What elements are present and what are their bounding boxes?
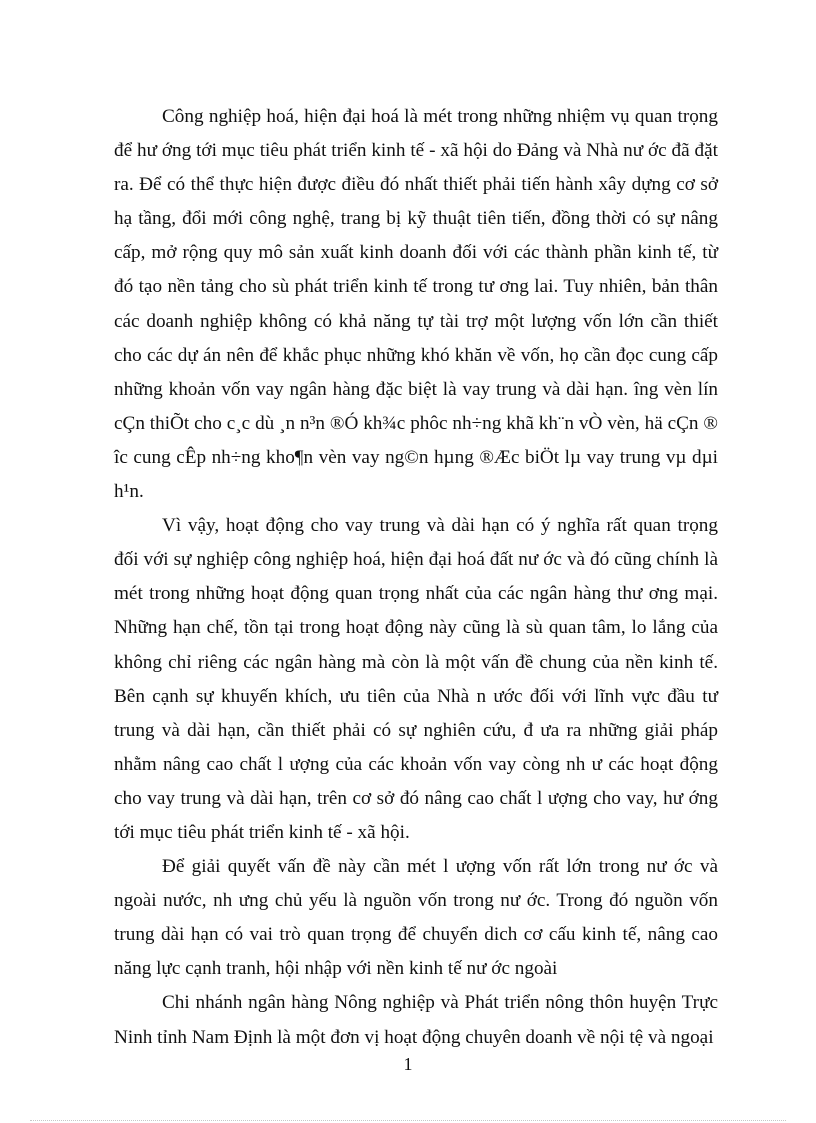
page-number: 1 <box>403 1054 413 1074</box>
page-bottom-divider <box>30 1120 786 1121</box>
paragraph-4: Chi nhánh ngân hàng Nông nghiệp và Phát triển nông thôn huyện Trực Ninh tỉnh Nam Định là một đơn vị hoạt động chuyên doanh về nội tệ và ngoại <box>114 992 718 1048</box>
paragraph-3: Để giải quyết vấn đề này cần mét l ượng vốn rất lớn trong nư ớc và ngoài nước, nh ưng chủ yếu là nguồn vốn trong nư ớc. Trong đó nguồn vốn trung dài hạn có vai trò quan trọng để chuyển dich cơ cấu kinh tế, nâng cao năng lực cạnh tranh, hội nhập với nền kinh tế nư ớc ngoài <box>114 856 718 980</box>
paragraph-1: Công nghiệp hoá, hiện đại hoá là mét trong những nhiệm vụ quan trọng để hư ớng tới mục tiêu phát triển kinh tế - xã hội do Đảng và Nhà nư ớc đã đặt ra. Để có thể thực hiện được điều đó nhất thiết phải tiến hành xây dựng cơ sở hạ tầng, đổi mới công nghệ, trang bị kỹ thuật tiên tiến, đồng thời có sự nâng cấp, mở rộng quy mô sản xuất kinh doanh đối với các thành phần kinh tế, từ đó tạo nền tảng cho sù phát triển kinh tế trong tư ơng lai. Tuy nhiên, bản thân các doanh nghiệp không có khả năng tự tài trợ một lượng vốn lớn cần thiết cho các dự án nên để khắc phục những khó khăn về vốn, họ cần đọc cung cấp những khoản vốn vay ngân hàng đặc biệt là vay trung và dài hạn. îng vèn lín cÇn thiÕt cho c¸c dù ¸n n³n ®Ó kh¾c phôc nh÷ng khã kh¨n vÒ vèn, hä cÇn ® îc cung cÊp nh÷ng kho¶n vèn vay ng©n hµng ®Æc biÖt lµ vay trung vµ dµi h¹n. <box>114 106 718 503</box>
paragraph-2: Vì vậy, hoạt động cho vay trung và dài hạn có ý nghĩa rất quan trọng đối với sự nghiệp công nghiệp hoá, hiện đại hoá đất nư ớc và đó cũng chính là mét trong những hoạt động quan trọng nhất của các ngân hàng thư ơng mại. Những hạn chế, tồn tại trong hoạt động này cũng là sù quan tâm, lo lắng của không chỉ riêng các ngân hàng mà còn là một vấn đề chung của nền kinh tế. Bên cạnh sự khuyến khích, ưu tiên của Nhà n ước đối với lĩnh vực đầu tư trung và dài hạn, cần thiết phải có sự nghiên cứu, đ ưa ra những giải pháp nhằm nâng cao chất l ượng của các khoản vốn vay còng nh ư các hoạt động cho vay trung và dài hạn, trên cơ sở đó nâng cao chất l ượng cho vay, hư ớng tới mục tiêu phát triển kinh tế - xã hội. <box>114 515 718 843</box>
body-text <box>114 100 718 1055</box>
